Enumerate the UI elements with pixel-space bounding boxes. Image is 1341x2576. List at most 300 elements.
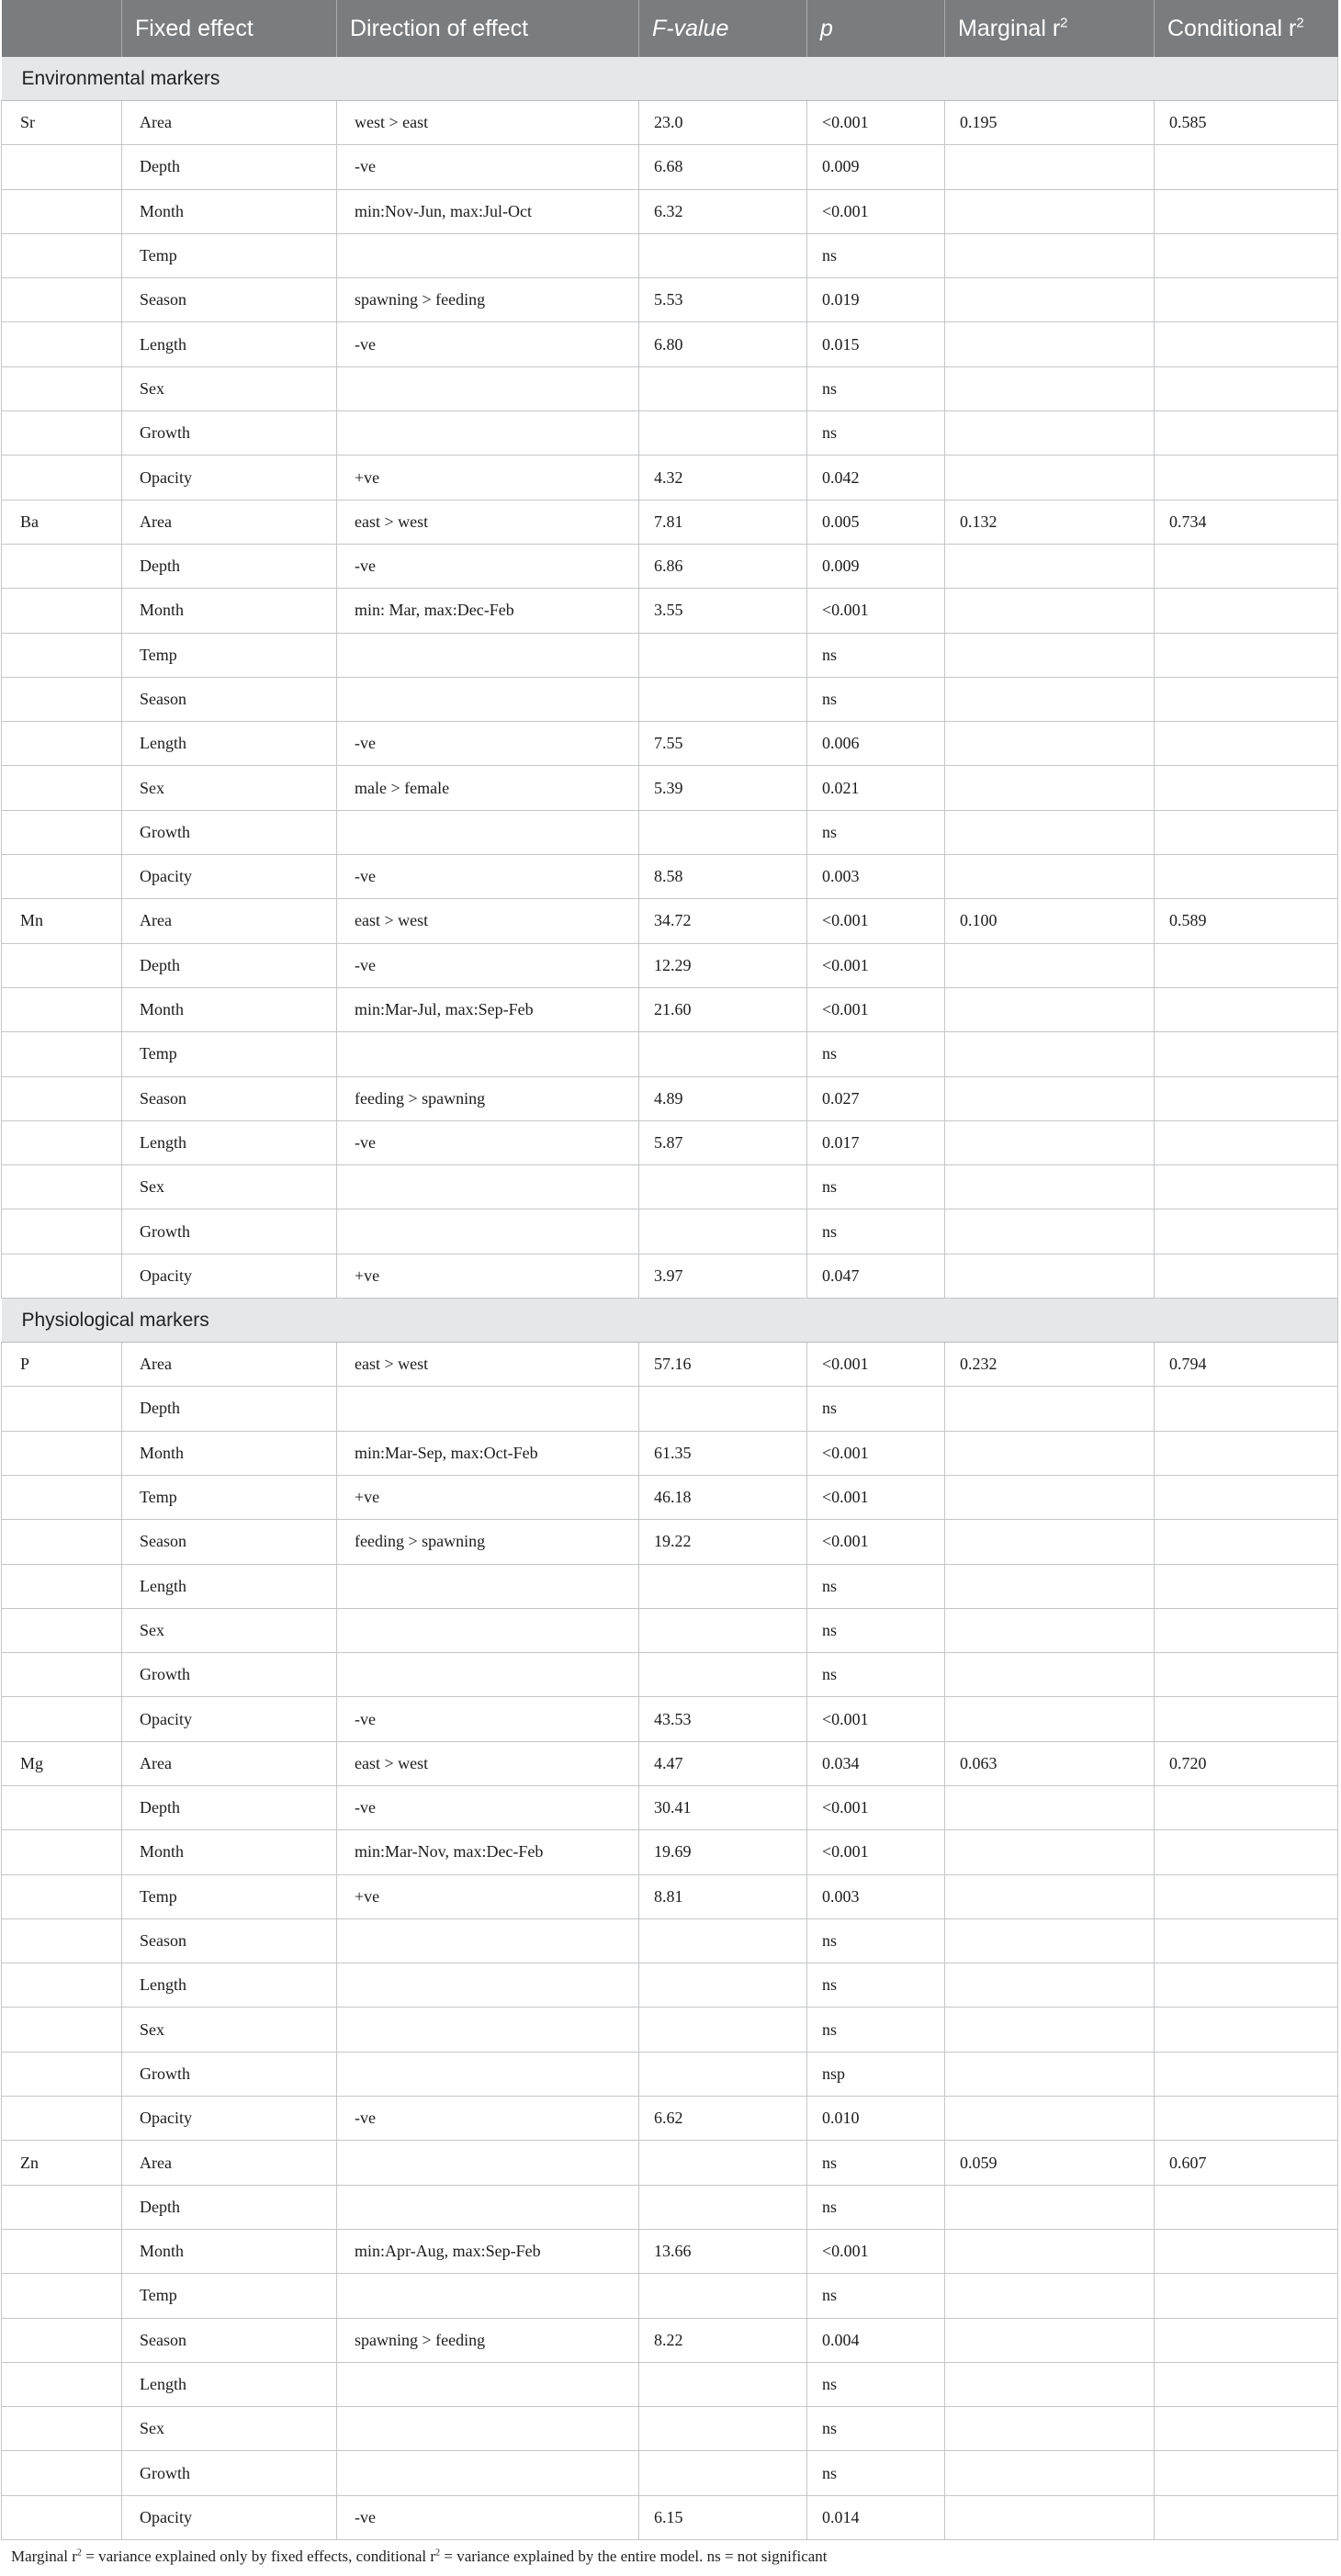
cell-marker: [2, 233, 122, 277]
cell-marker: P: [2, 1343, 122, 1387]
cell-marginal-r2: [945, 145, 1155, 189]
table-row: [2, 943, 1338, 987]
cell-fixed-effect: Opacity: [122, 2097, 337, 2141]
cell-conditional-r2: [1155, 2229, 1338, 2273]
cell-conditional-r2: [1155, 2318, 1338, 2362]
cell-p: <0.001: [807, 2229, 945, 2273]
cell-conditional-r2: [1155, 1608, 1338, 1652]
cell-marginal-r2: [945, 1608, 1155, 1652]
cell-f-value: 46.18: [639, 1475, 807, 1519]
cell-p: <0.001: [807, 1520, 945, 1564]
cell-fixed-effect: Area: [122, 101, 337, 145]
cell-direction: -ve: [337, 722, 639, 766]
cell-f-value: 7.81: [639, 500, 807, 544]
cell-marginal-r2: [945, 2052, 1155, 2096]
cell-marker: [2, 1076, 122, 1120]
cell-p: 0.034: [807, 1741, 945, 1785]
cell-fixed-effect: Sex: [122, 366, 337, 411]
cell-f-value: 12.29: [639, 943, 807, 987]
cell-fixed-effect: Length: [122, 1963, 337, 2008]
section-row: [2, 57, 1338, 101]
cell-f-value: [639, 1165, 807, 1209]
cell-marker: [2, 1475, 122, 1519]
cell-f-value: 4.89: [639, 1076, 807, 1120]
cell-fixed-effect: Length: [122, 322, 337, 366]
table-row: [2, 1165, 1338, 1209]
cell-marginal-r2: [945, 2318, 1155, 2362]
cell-direction: [337, 2451, 639, 2495]
table-row: [2, 1254, 1338, 1298]
cell-marker: [2, 278, 122, 322]
cell-marker: Zn: [2, 2141, 122, 2185]
cell-p: 0.009: [807, 544, 945, 588]
cell-f-value: 3.55: [639, 589, 807, 633]
cell-direction: [337, 2008, 639, 2052]
cell-marker: [2, 1032, 122, 1076]
cell-p: ns: [807, 2274, 945, 2318]
cell-f-value: [639, 1032, 807, 1076]
cell-f-value: 6.62: [639, 2097, 807, 2141]
table-row: [2, 544, 1338, 588]
cell-marginal-r2: [945, 810, 1155, 854]
cell-conditional-r2: [1155, 589, 1338, 633]
cell-p: ns: [807, 2185, 945, 2229]
cell-marginal-r2: [945, 633, 1155, 677]
cell-conditional-r2: [1155, 1032, 1338, 1076]
cell-f-value: 6.15: [639, 2495, 807, 2539]
table-row: [2, 2141, 1338, 2185]
cell-marginal-r2: [945, 766, 1155, 810]
cell-marker: [2, 189, 122, 233]
cell-marker: [2, 411, 122, 456]
cell-direction: -ve: [337, 2097, 639, 2141]
cell-direction: [337, 2362, 639, 2406]
cell-marker: [2, 1697, 122, 1741]
cell-fixed-effect: Sex: [122, 2407, 337, 2451]
cell-direction: [337, 2274, 639, 2318]
cell-marker: [2, 1564, 122, 1608]
results-table: [1, 0, 1338, 2540]
cell-conditional-r2: [1155, 1653, 1338, 1697]
cell-conditional-r2: [1155, 987, 1338, 1031]
header-row: [2, 0, 1338, 57]
cell-p: 0.005: [807, 500, 945, 544]
table-row: [2, 899, 1338, 943]
cell-f-value: 8.22: [639, 2318, 807, 2362]
cell-direction: [337, 1653, 639, 1697]
cell-conditional-r2: 0.720: [1155, 1741, 1338, 1785]
cell-marginal-r2: [945, 1520, 1155, 1564]
cell-conditional-r2: [1155, 766, 1338, 810]
cell-direction: east > west: [337, 500, 639, 544]
footnote-sup2: 2: [435, 2548, 441, 2559]
cell-marginal-r2: [945, 1564, 1155, 1608]
table-row: [2, 1653, 1338, 1697]
cell-p: ns: [807, 1387, 945, 1431]
cell-conditional-r2: [1155, 411, 1338, 456]
cell-f-value: [639, 2407, 807, 2451]
cell-marginal-r2: 0.232: [945, 1343, 1155, 1387]
cell-fixed-effect: Season: [122, 1918, 337, 1963]
cell-direction: [337, 1608, 639, 1652]
cell-f-value: 6.86: [639, 544, 807, 588]
cell-conditional-r2: [1155, 1963, 1338, 2008]
table-row: [2, 233, 1338, 277]
cell-marginal-r2: [945, 2495, 1155, 2539]
cell-fixed-effect: Month: [122, 1431, 337, 1475]
cell-p: <0.001: [807, 101, 945, 145]
cell-direction: [337, 1963, 639, 2008]
cell-fixed-effect: Area: [122, 1343, 337, 1387]
header-marginal-text: Marginal r: [958, 15, 1061, 41]
cell-conditional-r2: [1155, 810, 1338, 854]
cell-direction: [337, 233, 639, 277]
cell-f-value: 34.72: [639, 899, 807, 943]
cell-direction: [337, 1209, 639, 1254]
cell-marker: [2, 1209, 122, 1254]
cell-p: ns: [807, 366, 945, 411]
cell-marginal-r2: [945, 1785, 1155, 1829]
cell-marginal-r2: [945, 722, 1155, 766]
cell-p: <0.001: [807, 899, 945, 943]
cell-fixed-effect: Growth: [122, 810, 337, 854]
table-row: [2, 677, 1338, 721]
cell-p: 0.014: [807, 2495, 945, 2539]
cell-p: <0.001: [807, 943, 945, 987]
cell-fixed-effect: Growth: [122, 411, 337, 456]
cell-marker: [2, 1918, 122, 1963]
cell-f-value: [639, 411, 807, 456]
table-row: [2, 1387, 1338, 1431]
cell-f-value: [639, 2362, 807, 2406]
cell-marginal-r2: [945, 677, 1155, 721]
cell-conditional-r2: [1155, 2407, 1338, 2451]
table-row: [2, 2008, 1338, 2052]
cell-p: 0.006: [807, 722, 945, 766]
cell-p: <0.001: [807, 589, 945, 633]
cell-direction: spawning > feeding: [337, 278, 639, 322]
cell-p: ns: [807, 2407, 945, 2451]
cell-conditional-r2: [1155, 322, 1338, 366]
table-row: [2, 1785, 1338, 1829]
cell-p: ns: [807, 633, 945, 677]
cell-direction: -ve: [337, 943, 639, 987]
cell-p: ns: [807, 677, 945, 721]
cell-conditional-r2: [1155, 233, 1338, 277]
cell-f-value: [639, 1387, 807, 1431]
table-row: [2, 366, 1338, 411]
cell-marker: [2, 544, 122, 588]
cell-marginal-r2: [945, 411, 1155, 456]
cell-conditional-r2: 0.607: [1155, 2141, 1338, 2185]
cell-marker: [2, 2362, 122, 2406]
table-row: [2, 1963, 1338, 2008]
header-marginal-r2: [945, 0, 1155, 57]
cell-conditional-r2: [1155, 1520, 1338, 1564]
cell-fixed-effect: Area: [122, 2141, 337, 2185]
cell-f-value: [639, 633, 807, 677]
cell-direction: +ve: [337, 1254, 639, 1298]
cell-marker: [2, 1120, 122, 1164]
cell-p: ns: [807, 1165, 945, 1209]
cell-marginal-r2: [945, 1076, 1155, 1120]
table-row: [2, 1830, 1338, 1874]
cell-p: ns: [807, 2141, 945, 2185]
table-header: [2, 0, 1338, 57]
table-row: [2, 2274, 1338, 2318]
cell-conditional-r2: [1155, 189, 1338, 233]
cell-f-value: 57.16: [639, 1343, 807, 1387]
cell-conditional-r2: [1155, 145, 1338, 189]
cell-marker: [2, 1785, 122, 1829]
header-conditional-sup: 2: [1296, 15, 1304, 31]
table-row: [2, 322, 1338, 366]
cell-marker: [2, 589, 122, 633]
cell-fixed-effect: Month: [122, 987, 337, 1031]
cell-p: 0.042: [807, 456, 945, 500]
cell-p: 0.004: [807, 2318, 945, 2362]
cell-fixed-effect: Growth: [122, 1209, 337, 1254]
cell-p: 0.021: [807, 766, 945, 810]
cell-fixed-effect: Area: [122, 899, 337, 943]
cell-marginal-r2: [945, 1963, 1155, 2008]
cell-p: 0.017: [807, 1120, 945, 1164]
cell-direction: min:Mar-Nov, max:Dec-Feb: [337, 1830, 639, 1874]
cell-marker: [2, 2097, 122, 2141]
cell-fixed-effect: Season: [122, 677, 337, 721]
table-row: [2, 589, 1338, 633]
cell-f-value: [639, 1918, 807, 1963]
cell-direction: west > east: [337, 101, 639, 145]
cell-fixed-effect: Temp: [122, 1475, 337, 1519]
cell-direction: -ve: [337, 2495, 639, 2539]
cell-conditional-r2: [1155, 1918, 1338, 1963]
table-row: [2, 1120, 1338, 1164]
cell-marker: [2, 766, 122, 810]
cell-direction: -ve: [337, 1697, 639, 1741]
cell-conditional-r2: [1155, 1120, 1338, 1164]
cell-f-value: 43.53: [639, 1697, 807, 1741]
cell-direction: -ve: [337, 1785, 639, 1829]
header-conditional-r2: [1155, 0, 1338, 57]
table-row: [2, 2362, 1338, 2406]
cell-conditional-r2: 0.794: [1155, 1343, 1338, 1387]
cell-direction: +ve: [337, 1874, 639, 1918]
cell-marker: [2, 1254, 122, 1298]
cell-marker: Mn: [2, 899, 122, 943]
cell-p: ns: [807, 1653, 945, 1697]
cell-p: <0.001: [807, 1785, 945, 1829]
section-title: Physiological markers: [2, 1299, 1338, 1343]
cell-marker: [2, 633, 122, 677]
cell-f-value: 30.41: [639, 1785, 807, 1829]
cell-f-value: [639, 2185, 807, 2229]
table-row: [2, 855, 1338, 899]
cell-conditional-r2: [1155, 278, 1338, 322]
cell-conditional-r2: [1155, 1254, 1338, 1298]
cell-marginal-r2: [945, 1431, 1155, 1475]
cell-conditional-r2: [1155, 1564, 1338, 1608]
table-row: [2, 1874, 1338, 1918]
cell-conditional-r2: [1155, 2451, 1338, 2495]
cell-fixed-effect: Month: [122, 1830, 337, 1874]
cell-f-value: [639, 810, 807, 854]
cell-marginal-r2: 0.195: [945, 101, 1155, 145]
cell-direction: +ve: [337, 456, 639, 500]
cell-f-value: 6.68: [639, 145, 807, 189]
cell-fixed-effect: Length: [122, 2362, 337, 2406]
cell-marker: [2, 1874, 122, 1918]
cell-marginal-r2: [945, 1254, 1155, 1298]
cell-f-value: 13.66: [639, 2229, 807, 2273]
table-row: [2, 987, 1338, 1031]
cell-marker: [2, 145, 122, 189]
cell-marker: [2, 2229, 122, 2273]
cell-p: ns: [807, 1564, 945, 1608]
cell-p: <0.001: [807, 1431, 945, 1475]
cell-p: <0.001: [807, 1830, 945, 1874]
cell-direction: min: Mar, max:Dec-Feb: [337, 589, 639, 633]
cell-direction: -ve: [337, 855, 639, 899]
cell-p: ns: [807, 2008, 945, 2052]
cell-marginal-r2: [945, 189, 1155, 233]
cell-fixed-effect: Opacity: [122, 1254, 337, 1298]
table-row: [2, 1564, 1338, 1608]
cell-conditional-r2: [1155, 2495, 1338, 2539]
cell-f-value: [639, 1209, 807, 1254]
cell-direction: [337, 810, 639, 854]
cell-direction: [337, 2141, 639, 2185]
cell-f-value: 23.0: [639, 101, 807, 145]
cell-fixed-effect: Opacity: [122, 1697, 337, 1741]
cell-direction: [337, 1387, 639, 1431]
cell-p: ns: [807, 1918, 945, 1963]
cell-marginal-r2: [945, 987, 1155, 1031]
cell-p: ns: [807, 1209, 945, 1254]
footnote-sup1: 2: [76, 2548, 83, 2559]
cell-fixed-effect: Length: [122, 1120, 337, 1164]
cell-fixed-effect: Month: [122, 589, 337, 633]
cell-marginal-r2: [945, 366, 1155, 411]
cell-direction: min:Mar-Sep, max:Oct-Feb: [337, 1431, 639, 1475]
cell-conditional-r2: [1155, 943, 1338, 987]
cell-f-value: [639, 2451, 807, 2495]
table-row: [2, 101, 1338, 145]
cell-direction: min:Apr-Aug, max:Sep-Feb: [337, 2229, 639, 2273]
cell-conditional-r2: [1155, 2097, 1338, 2141]
cell-fixed-effect: Depth: [122, 943, 337, 987]
cell-direction: -ve: [337, 145, 639, 189]
cell-f-value: 6.80: [639, 322, 807, 366]
cell-marginal-r2: [945, 456, 1155, 500]
cell-marginal-r2: [945, 2185, 1155, 2229]
cell-conditional-r2: [1155, 1076, 1338, 1120]
cell-fixed-effect: Season: [122, 278, 337, 322]
cell-direction: [337, 1918, 639, 1963]
cell-direction: +ve: [337, 1475, 639, 1519]
cell-f-value: [639, 2052, 807, 2096]
cell-f-value: [639, 1608, 807, 1652]
cell-direction: male > female: [337, 766, 639, 810]
cell-marginal-r2: [945, 1165, 1155, 1209]
cell-p: <0.001: [807, 189, 945, 233]
cell-conditional-r2: [1155, 855, 1338, 899]
table-footnote: [0, 2540, 1341, 2566]
cell-p: <0.001: [807, 1475, 945, 1519]
cell-marker: [2, 855, 122, 899]
cell-marginal-r2: [945, 943, 1155, 987]
cell-conditional-r2: [1155, 2274, 1338, 2318]
cell-marker: [2, 1830, 122, 1874]
header-direction: Direction of effect: [337, 0, 639, 57]
cell-fixed-effect: Growth: [122, 2451, 337, 2495]
cell-marginal-r2: [945, 2229, 1155, 2273]
table-row: [2, 810, 1338, 854]
cell-f-value: 3.97: [639, 1254, 807, 1298]
table-row: [2, 1918, 1338, 1963]
cell-marginal-r2: [945, 1032, 1155, 1076]
cell-f-value: 8.58: [639, 855, 807, 899]
cell-fixed-effect: Area: [122, 500, 337, 544]
cell-conditional-r2: 0.589: [1155, 899, 1338, 943]
cell-marginal-r2: [945, 2407, 1155, 2451]
cell-marker: Ba: [2, 500, 122, 544]
cell-fixed-effect: Length: [122, 1564, 337, 1608]
cell-fixed-effect: Month: [122, 2229, 337, 2273]
cell-marginal-r2: [945, 2097, 1155, 2141]
cell-marker: [2, 1387, 122, 1431]
cell-marginal-r2: [945, 233, 1155, 277]
cell-p: 0.009: [807, 145, 945, 189]
table-row: [2, 411, 1338, 456]
cell-conditional-r2: [1155, 456, 1338, 500]
cell-conditional-r2: [1155, 1874, 1338, 1918]
cell-fixed-effect: Season: [122, 2318, 337, 2362]
cell-p: <0.001: [807, 987, 945, 1031]
cell-marker: Mg: [2, 1741, 122, 1785]
cell-marginal-r2: [945, 589, 1155, 633]
cell-conditional-r2: [1155, 1830, 1338, 1874]
header-p: p: [807, 0, 945, 57]
cell-p: ns: [807, 1608, 945, 1652]
cell-p: nsp: [807, 2052, 945, 2096]
table-row: [2, 2451, 1338, 2495]
cell-conditional-r2: [1155, 1387, 1338, 1431]
table-row: [2, 766, 1338, 810]
cell-marker: [2, 943, 122, 987]
table-row: [2, 278, 1338, 322]
cell-fixed-effect: Temp: [122, 633, 337, 677]
cell-p: <0.001: [807, 1343, 945, 1387]
cell-fixed-effect: Temp: [122, 1874, 337, 1918]
cell-f-value: [639, 366, 807, 411]
cell-p: ns: [807, 810, 945, 854]
cell-marginal-r2: 0.059: [945, 2141, 1155, 2185]
cell-marker: [2, 2318, 122, 2362]
cell-marginal-r2: [945, 2274, 1155, 2318]
cell-marker: [2, 366, 122, 411]
cell-p: 0.047: [807, 1254, 945, 1298]
cell-marginal-r2: [945, 1918, 1155, 1963]
section-title: Environmental markers: [2, 57, 1338, 101]
table-row: [2, 500, 1338, 544]
cell-conditional-r2: [1155, 2362, 1338, 2406]
cell-f-value: 7.55: [639, 722, 807, 766]
cell-marginal-r2: 0.100: [945, 899, 1155, 943]
table-row: [2, 2229, 1338, 2273]
cell-marginal-r2: [945, 1874, 1155, 1918]
cell-marginal-r2: [945, 1475, 1155, 1519]
